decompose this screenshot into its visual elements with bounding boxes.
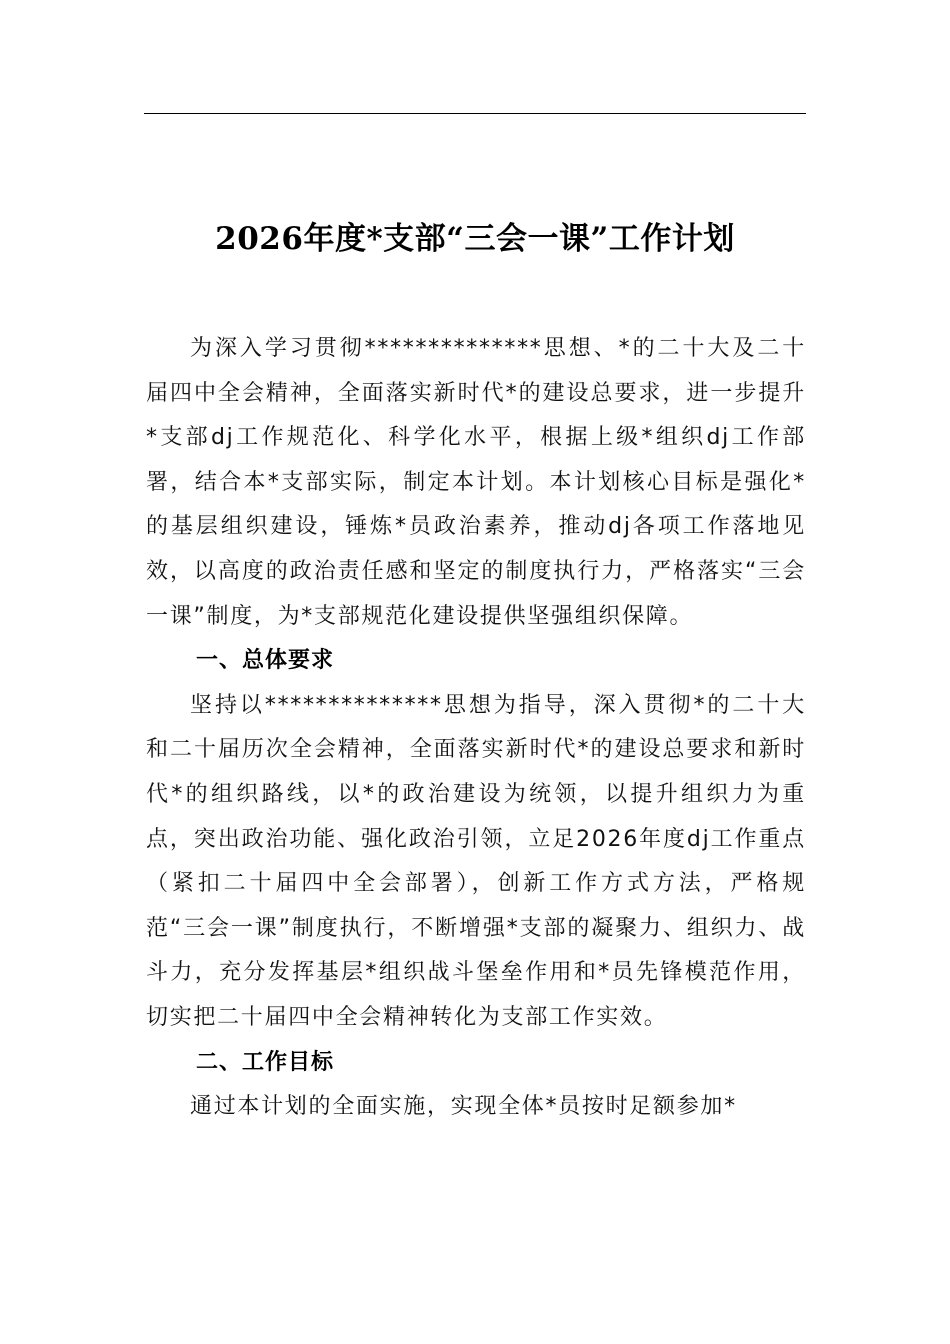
header-rule: [144, 113, 806, 114]
section-heading-overall-requirements: 一、总体要求: [196, 648, 335, 674]
intro-paragraph: 为深入学习贯彻**************思想、*的二十大及二十届四中全会精神，全面落实新时代*的建设总要求，进一步提升*支部dj工作规范化、科学化水平，根据上级*组织dj工作部署，结合本*支部实际，制定本计划。本计划核心目标是强化*的基层组织建设，锤炼*员政治素养，推动dj各项工作落地见效，以高度的政治责任感和坚定的制度执行力，严格落实“三会一课”制度，为*支部规范化建设提供坚强组织保障。: [146, 336, 806, 629]
document-title: 2026年度*支部“三会一课”工作计划: [215, 220, 735, 257]
work-goals-paragraph: 通过本计划的全面实施，实现全体*员按时足额参加*: [190, 1094, 737, 1120]
section-heading-work-goals: 二、工作目标: [196, 1049, 335, 1075]
overall-requirements-paragraph: 坚持以**************思想为指导，深入贯彻*的二十大和二十届历次全会精神，全面落实新时代*的建设总要求和新时代*的组织路线，以*的政治建设为统领，以提升组织力为重点，突出政治功能、强化政治引领，立足2026年度dj工作重点（紧扣二十届四中全会部署），创新工作方式方法，严格规范“三会一课”制度执行，不断增强*支部的凝聚力、组织力、战斗力，充分发挥基层*组织战斗堡垒作用和*员先锋模范作用，切实把二十届四中全会精神转化为支部工作实效。: [146, 692, 806, 1030]
document-body: [146, 327, 806, 1130]
